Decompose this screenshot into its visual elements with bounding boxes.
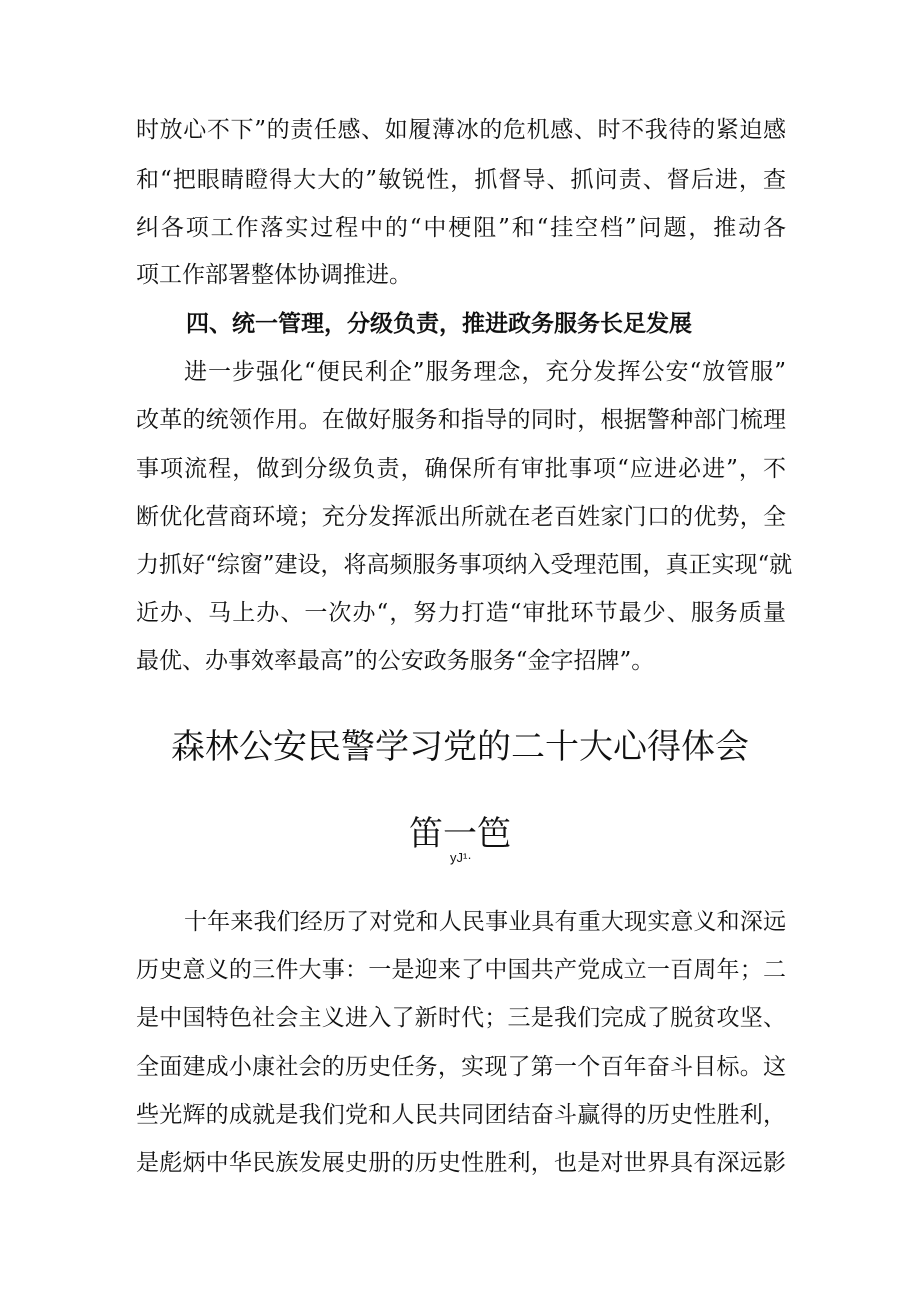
body-text-line: 进一步强化“便民利企”服务理念，充分发挥公安“放管服” (184, 359, 786, 385)
body-text-line: 是中国特色社会主义进入了新时代；三是我们完成了脱贫攻坚、 (136, 1005, 786, 1031)
section-heading: 四、统一管理，分级负责，推进政务服务长足发展 (186, 311, 692, 337)
body-text-line: 近办、马上办、一次办“，努力打造“审批环节最少、服务质量 (136, 600, 786, 626)
article-title: 森林公安民警学习党的二十大心得体会 (171, 727, 749, 767)
body-text-line: 历史意义的三件大事：一是迎来了中国共产党成立一百周年；二 (136, 957, 786, 983)
body-text-line: 最优、办事效率最高”的公安政务服务“金字招牌”。 (136, 648, 655, 674)
body-text-line: 断优化营商环境；充分发挥派出所就在老百姓家门口的优势，全 (136, 504, 786, 530)
body-text-line: 和“把眼睛瞪得大大的”敏锐性，抓督导、抓问责、督后进，查 (136, 167, 786, 193)
body-text-line: 全面建成小康社会的历史任务，实现了第一个百年奋斗目标。这 (136, 1054, 786, 1080)
body-text-line: 时放心不下”的责任感、如履薄冰的危机感、时不我待的紧迫感 (136, 117, 786, 143)
body-text-line: 纠各项工作落实过程中的“中梗阻”和“挂空档”问题，推动各 (136, 215, 786, 241)
body-text-line: 事项流程，做到分级负责，确保所有审批事项“应进必进”，不 (136, 456, 786, 482)
subtitle-mark: yJ¹· (450, 850, 472, 865)
body-text-line: 力抓好“综窗”建设，将高频服务事项纳入受理范围，真正实现“就 (136, 552, 793, 578)
body-text-line: 些光辉的成就是我们党和人民共同团结奋斗赢得的历史性胜利， (136, 1102, 786, 1128)
body-text-line: 十年来我们经历了对党和人民事业具有重大现实意义和深远 (184, 909, 786, 935)
article-subtitle: 笛一笆 (409, 814, 511, 854)
body-text-line: 项工作部署整体协调推进。 (136, 262, 412, 288)
body-text-line: 是彪炳中华民族发展史册的历史性胜利，也是对世界具有深远影 (136, 1150, 786, 1176)
body-text-line: 改革的统领作用。在做好服务和指导的同时，根据警种部门梳理 (136, 407, 786, 433)
